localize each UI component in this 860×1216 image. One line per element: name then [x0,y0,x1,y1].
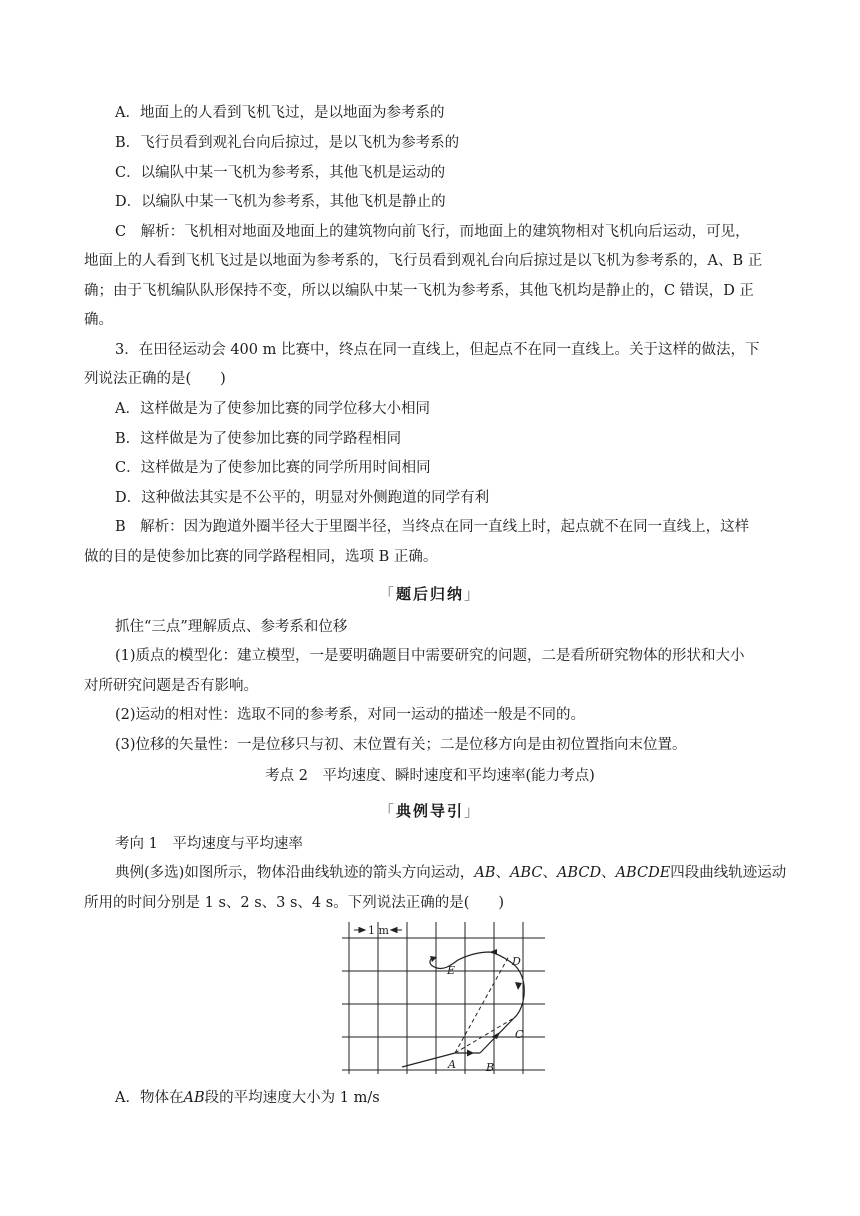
q3-option-a: A．这样做是为了使参加比赛的同学位移大小相同 [115,401,430,417]
point-c-label: C [515,1028,524,1041]
q3-option-c: C．这样做是为了使参加比赛的同学所用时间相同 [115,460,431,476]
q3-stem-line-2: 列说法正确的是( ) [84,371,226,387]
arrow-icon [467,1050,474,1057]
q2-answer-line-2: 地面上的人看到飞机飞过是以地面为参考系的，飞行员看到观礼台向后掠过是以飞机为参考系的，A、B 正 [84,253,763,269]
summary-point-2: (2)运动的相对性：选取不同的参考系，对同一运动的描述一般是不同的。 [115,707,586,723]
trajectory-figure [340,918,550,1078]
direction-heading: 考向 1 平均速度与平均速率 [115,836,303,852]
q3-option-b: B．这样做是为了使参加比赛的同学路程相同 [115,431,402,447]
curve-cde [430,952,524,1018]
segment-ab: AB [183,1090,205,1106]
q2-option-c: C．以编队中某一飞机为参考系，其他飞机是运动的 [115,165,446,181]
q2-option-d: D．以编队中某一飞机为参考系，其他飞机是静止的 [115,194,446,210]
separator: 、 [601,865,616,881]
section-heading: 考点 2 平均速度、瞬时速度和平均速率(能力考点) [265,768,595,784]
q2-answer-line-3: 确；由于飞机编队队形保持不变，所以以编队中某一飞机为参考系，其他飞机均是静止的，C 错误，D 正 [84,283,754,299]
banner-left-bracket: 「 [378,585,396,603]
point-e-label: E [447,964,456,977]
grid [342,922,545,1074]
scale-label: 1 m [368,924,389,937]
q3-answer-line-2: 做的目的是使参加比赛的同学路程相同，选项 B 正确。 [84,549,438,565]
q2-option-a: A．地面上的人看到飞机飞过，是以地面为参考系的 [115,105,445,121]
banner-right-bracket: 」 [464,585,482,603]
separator: 、 [495,865,510,881]
example-stem-line-2: 所用的时间分别是 1 s、2 s、3 s、4 s。下列说法正确的是( ) [84,895,505,911]
arrow-icon [491,1032,500,1039]
segment-abc: ABC [509,865,543,881]
summary-point-1-line-1: (1)质点的模型化：建立模型，一是要明确题目中需要研究的问题，二是看所研究物体的形状和大小 [115,648,745,664]
example-banner-title: 典例导引 [395,802,464,820]
banner-left-bracket: 「 [378,802,396,820]
point-a-label: A [448,1058,456,1071]
example-option-a [115,1088,776,1108]
summary-intro: 抓住“三点”理解质点、参考系和位移 [115,619,348,635]
example-stem-text: 典例(多选)如图所示，物体沿曲线轨迹的箭头方向运动， [115,865,475,881]
point-d-label: D [512,955,521,968]
example-stem-line-1 [115,863,787,883]
point-b-label: B [486,1061,495,1074]
option-text: 段的平均速度大小为 1 m/s [204,1090,380,1106]
segment-abcde: ABCDE [615,865,671,881]
summary-banner-title: 题后归纳 [395,585,464,603]
banner-right-bracket: 」 [464,802,482,820]
q3-option-d: D．这种做法其实是不公平的，明显对外侧跑道的同学有利 [115,490,490,506]
q3-answer-line-1: B 解析：因为跑道外圈半径大于里圈半径，当终点在同一直线上时，起点就不在同一直线上，这样 [115,519,750,535]
example-banner [0,800,860,821]
q3-stem-line-1: 3．在田径运动会 400 m 比赛中，终点在同一直线上，但起点不在同一直线上。关于这样的做法，下 [115,342,760,358]
example-stem-text: 四段曲线轨迹运动 [670,865,787,881]
option-text: A．物体在 [115,1090,184,1106]
summary-point-1-line-2: 对所研究问题是否有影响。 [84,678,258,694]
segment-ab: AB [474,865,496,881]
summary-point-3: (3)位移的矢量性：一是位移只与初、末位置有关；二是位移方向是由初位置指向末位置。 [115,737,687,753]
q2-answer-line-4: 确。 [84,312,113,328]
arrow-icon [515,982,522,990]
separator: 、 [542,865,557,881]
q2-option-b: B．飞行员看到观礼台向后掠过，是以飞机为参考系的 [115,135,460,151]
summary-banner [0,583,860,604]
segment-abcd: ABCD [556,865,602,881]
q2-answer-line-1: C 解析：飞机相对地面及地面上的建筑物向前飞行，而地面上的建筑物相对飞机向后运动，可见， [115,224,750,240]
